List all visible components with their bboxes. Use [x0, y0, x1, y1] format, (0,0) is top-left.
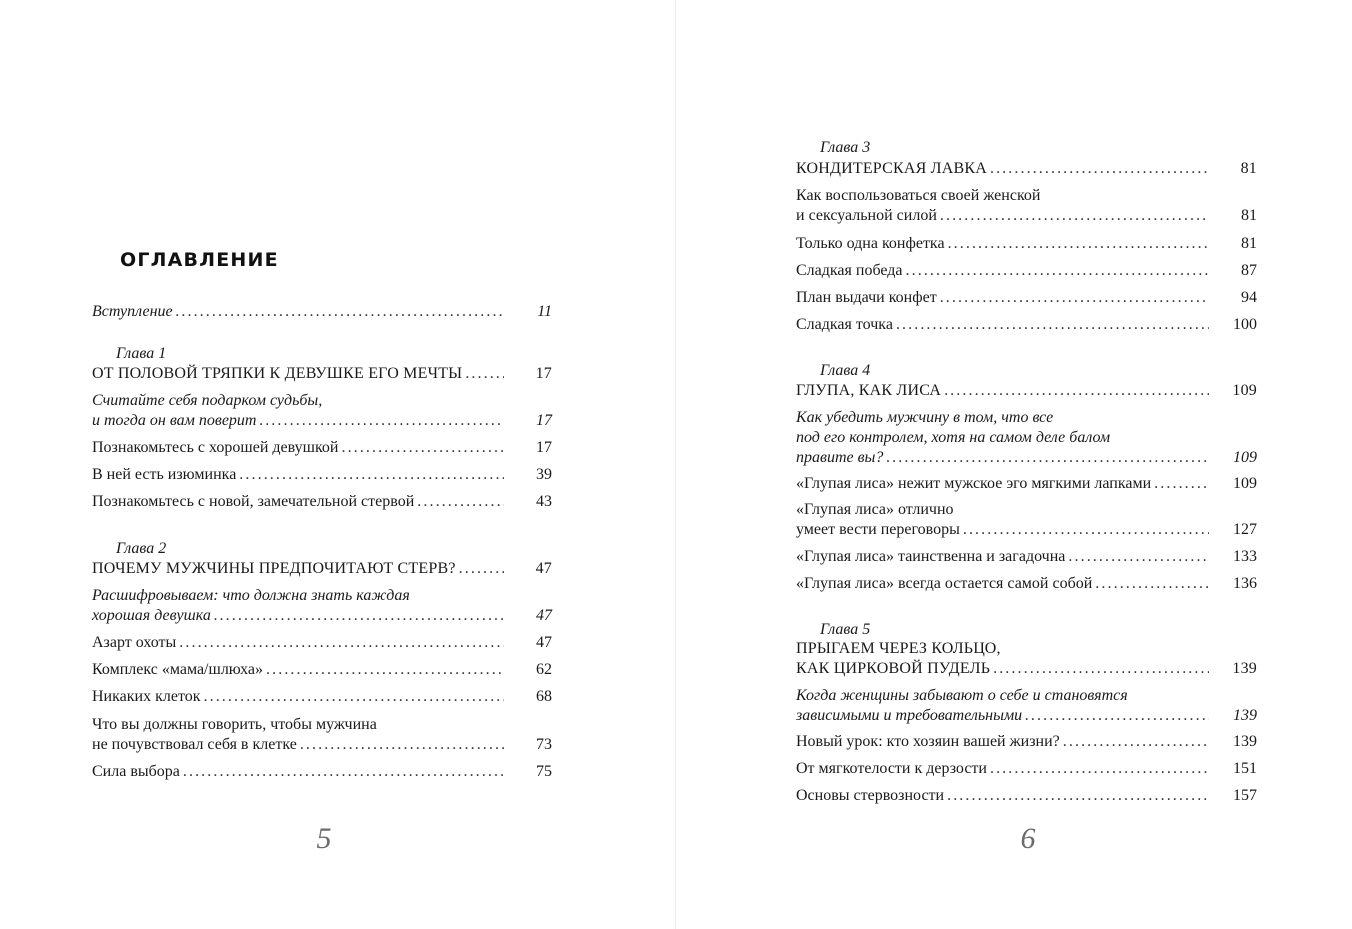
- entry-title: КАК ЦИРКОВОЙ ПУДЕЛЬ: [796, 660, 991, 677]
- page-number: 109: [1233, 449, 1257, 466]
- leader-dots: [987, 159, 1209, 179]
- entry-title: План выдачи конфет: [796, 289, 937, 306]
- chapter-label: Глава 4: [820, 362, 871, 379]
- entry-title: Основы стервозности: [796, 787, 945, 804]
- toc-entry[interactable]: [796, 732, 1257, 752]
- entry-title: правите вы?: [796, 449, 884, 466]
- page-number: 17: [536, 412, 552, 429]
- page-number: 81: [1241, 235, 1257, 252]
- leader-dots: [236, 465, 504, 485]
- leader-dots: [338, 438, 504, 458]
- leader-dots: [462, 364, 504, 384]
- entry-title: Азарт охоты: [92, 634, 177, 651]
- entry-title: В ней есть изюминка: [92, 466, 237, 483]
- entry-title-line: Как воспользоваться своей женской: [796, 187, 1041, 204]
- entry-title: ПОЧЕМУ МУЖЧИНЫ ПРЕДПОЧИТАЮТ СТЕРВ?: [92, 560, 456, 577]
- leader-dots: [941, 381, 1209, 401]
- toc-entry[interactable]: [92, 391, 552, 431]
- chapter-heading[interactable]: [92, 559, 552, 579]
- entry-title: и сексуальной силой: [796, 207, 937, 224]
- toc-entry[interactable]: [92, 660, 552, 680]
- page-number: 47: [536, 634, 552, 651]
- page-number: 11: [537, 303, 552, 320]
- entry-title: Познакомьтесь с хорошей девушкой: [92, 439, 339, 456]
- leader-dots: [945, 234, 1209, 254]
- leader-dots: [1065, 547, 1209, 567]
- right-page: [676, 0, 1352, 929]
- entry-title: Новый урок: кто хозяин вашей жизни?: [796, 733, 1060, 750]
- leader-dots: [414, 492, 504, 512]
- page-number: 109: [1233, 475, 1257, 492]
- page-number: 87: [1241, 262, 1257, 279]
- page-number: 17: [536, 439, 552, 456]
- page-number: 133: [1233, 548, 1257, 565]
- page-number: 47: [536, 607, 552, 624]
- page-number: 139: [1232, 660, 1257, 677]
- toc-entry[interactable]: [92, 687, 552, 707]
- chapter-heading[interactable]: [92, 364, 552, 384]
- chapter-label: Глава 5: [820, 621, 871, 638]
- page-number: 127: [1233, 521, 1257, 538]
- page-folio: 5: [316, 822, 332, 855]
- chapter-label: Глава 1: [116, 345, 167, 362]
- leader-dots: [1060, 732, 1209, 752]
- entry-title: Только одна конфетка: [796, 235, 945, 252]
- page-number: 139: [1233, 733, 1257, 750]
- toc-entry[interactable]: [92, 438, 552, 458]
- toc-entry-intro[interactable]: [92, 302, 552, 322]
- entry-title: ГЛУПА, КАК ЛИСА: [796, 382, 942, 399]
- toc-entry[interactable]: [796, 288, 1257, 308]
- page-number: 81: [1240, 160, 1257, 177]
- leader-dots: [263, 660, 504, 680]
- toc-entry[interactable]: [796, 186, 1257, 226]
- toc-entry[interactable]: [92, 762, 552, 782]
- toc-entry[interactable]: [92, 465, 552, 485]
- page-folio: 6: [1020, 822, 1036, 855]
- entry-title: Познакомьтесь с новой, замечательной стервой: [92, 493, 415, 510]
- leader-dots: [201, 687, 505, 707]
- leader-dots: [944, 786, 1209, 806]
- chapter-heading[interactable]: [796, 639, 1257, 679]
- toc-entry[interactable]: [92, 586, 552, 626]
- leader-dots: [937, 206, 1209, 226]
- entry-title: От мягкотелости к дерзости: [796, 760, 987, 777]
- toc-entry[interactable]: [796, 759, 1257, 779]
- page-number: 157: [1233, 787, 1257, 804]
- page-number: 62: [536, 661, 552, 678]
- entry-title: хорошая девушка: [92, 607, 211, 624]
- leader-dots: [456, 559, 504, 579]
- page-number: 17: [535, 365, 552, 382]
- page-number: 151: [1233, 760, 1257, 777]
- leader-dots: [937, 288, 1209, 308]
- toc-entry[interactable]: [92, 715, 552, 755]
- entry-title: Сладкая точка: [796, 316, 893, 333]
- leader-dots: [883, 448, 1209, 468]
- entry-title-line: ПРЫГАЕМ ЧЕРЕЗ КОЛЬЦО,: [796, 640, 1001, 657]
- toc-entry[interactable]: [796, 574, 1257, 594]
- leader-dots: [173, 302, 504, 322]
- toc-entry[interactable]: [92, 633, 552, 653]
- page-number: 139: [1233, 707, 1257, 724]
- leader-dots: [960, 520, 1209, 540]
- leader-dots: [987, 759, 1209, 779]
- page-number: 39: [536, 466, 552, 483]
- entry-title: ОТ ПОЛОВОЙ ТРЯПКИ К ДЕВУШКЕ ЕГО МЕЧТЫ: [92, 365, 463, 382]
- entry-title: Вступление: [92, 303, 173, 320]
- page-number: 100: [1233, 316, 1257, 333]
- leader-dots: [1151, 474, 1209, 494]
- leader-dots: [893, 315, 1209, 335]
- entry-title-line: Расшифровываем: что должна знать каждая: [92, 587, 410, 604]
- toc-entry[interactable]: [796, 786, 1257, 806]
- chapter-label: Глава 2: [116, 540, 167, 557]
- toc-entry[interactable]: [796, 234, 1257, 254]
- chapter-label: Глава 3: [820, 139, 871, 156]
- entry-title-line: Как убедить мужчину в том, что все: [796, 409, 1054, 426]
- leader-dots: [1022, 706, 1209, 726]
- page-number: 73: [536, 736, 552, 753]
- entry-title: Никаких клеток: [92, 688, 201, 705]
- leader-dots: [180, 762, 504, 782]
- entry-title: не почувствовал себя в клетке: [92, 736, 297, 753]
- entry-title-line: «Глупая лиса» отлично: [796, 501, 954, 518]
- entry-title: умеет вести переговоры: [796, 521, 960, 538]
- page-number: 109: [1232, 382, 1257, 399]
- toc-entry[interactable]: [796, 547, 1257, 567]
- entry-title: и тогда он вам поверит: [92, 412, 257, 429]
- toc-entry[interactable]: [796, 474, 1257, 494]
- page-number: 81: [1241, 207, 1257, 224]
- toc-entry[interactable]: [796, 686, 1257, 726]
- toc-entry[interactable]: [796, 500, 1257, 540]
- toc-entry[interactable]: [796, 315, 1257, 335]
- entry-title: «Глупая лиса» таинственна и загадочна: [796, 548, 1066, 565]
- toc-heading: ОГЛАВЛЕНИЕ: [120, 249, 279, 271]
- toc-entry[interactable]: [796, 408, 1257, 468]
- entry-title-line: Считайте себя подарком судьбы,: [92, 392, 323, 409]
- page-number: 136: [1233, 575, 1257, 592]
- entry-title-line: Что вы должны говорить, чтобы мужчина: [92, 716, 377, 733]
- leader-dots: [1092, 574, 1209, 594]
- chapter-heading[interactable]: [796, 159, 1257, 179]
- chapter-heading[interactable]: [796, 381, 1257, 401]
- page-number: 43: [536, 493, 552, 510]
- leader-dots: [903, 261, 1209, 281]
- entry-title: зависимыми и требовательными: [796, 707, 1023, 724]
- page-number: 47: [535, 560, 552, 577]
- page-number: 94: [1241, 289, 1257, 306]
- entry-title: Комплекс «мама/шлюха»: [92, 661, 264, 678]
- page-number: 68: [536, 688, 552, 705]
- leader-dots: [211, 606, 504, 626]
- toc-entry[interactable]: [796, 261, 1257, 281]
- leader-dots: [176, 633, 504, 653]
- leader-dots: [256, 411, 504, 431]
- leader-dots: [297, 735, 504, 755]
- entry-title: «Глупая лиса» всегда остается самой собой: [796, 575, 1093, 592]
- leader-dots: [990, 659, 1209, 679]
- entry-title: КОНДИТЕРСКАЯ ЛАВКА: [796, 160, 987, 177]
- entry-title-line: Когда женщины забывают о себе и становятся: [796, 687, 1128, 704]
- entry-title: «Глупая лиса» нежит мужское эго мягкими лапками: [796, 475, 1152, 492]
- entry-title: Сладкая победа: [796, 262, 903, 279]
- page-number: 75: [536, 763, 552, 780]
- toc-entry[interactable]: [92, 492, 552, 512]
- entry-title: Сила выбора: [92, 763, 180, 780]
- entry-title-line: под его контролем, хотя на самом деле балом: [796, 429, 1111, 446]
